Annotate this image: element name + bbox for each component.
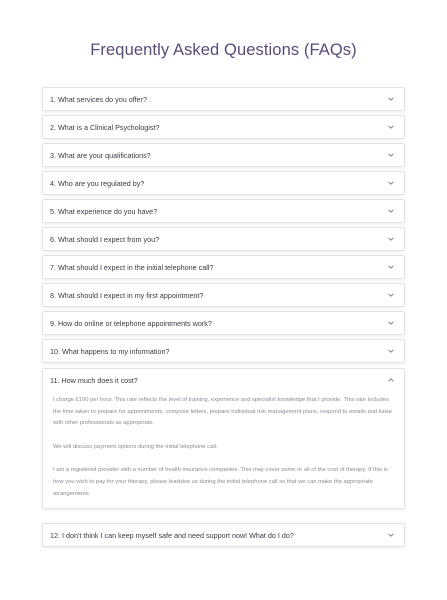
chevron-up-icon <box>386 375 396 385</box>
faq-question-1[interactable] <box>43 88 404 110</box>
faq-question-label: 5. What experience do you have? <box>50 206 158 216</box>
answer-paragraph: I am a registered provider with a number of health insurance companies. This may cover some or all of the cost of therapy. If this is how you wish to pay for your therapy, please leadvise us during the initial telephone call so that we can make the appropriate arrangements. <box>53 467 388 497</box>
faq-answer-11 <box>43 391 404 508</box>
answer-paragraph: I charge £100 per hour. This rate reflects the level of training, experience and specialist knowledge that I provide. This rate includes the time taken to prepare for appointments, compose letters, prepare individual risk management plans, respond to emails and liaise with other professionals as appropriate. <box>53 397 392 427</box>
faq-question-3[interactable] <box>43 144 404 166</box>
faq-question-label: 8. What should I expect in my first appointment? <box>50 290 204 300</box>
faq-question-5[interactable] <box>43 200 404 222</box>
faq-question-10[interactable] <box>43 340 404 362</box>
faq-item-12 <box>42 523 405 547</box>
answer-paragraph: We will discuss payment options during the initial telephone call. <box>53 443 218 450</box>
faq-question-label: 6. What should I expect from you? <box>50 234 160 244</box>
faq-question-label: 12. I don't think I can keep myself safe and need support now! What do I do? <box>50 530 294 540</box>
faq-item-6 <box>42 227 405 251</box>
chevron-down-icon <box>386 234 396 244</box>
faq-item-3 <box>42 143 405 167</box>
faq-question-label: 10. What happens to my information? <box>50 346 170 356</box>
faq-question-label: 7. What should I expect in the initial telephone call? <box>50 262 214 272</box>
faq-question-7[interactable] <box>43 256 404 278</box>
faq-question-11[interactable] <box>43 369 404 391</box>
faq-item-9 <box>42 311 405 335</box>
faq-question-12[interactable] <box>43 524 404 546</box>
faq-question-9[interactable] <box>43 312 404 334</box>
faq-question-2[interactable] <box>43 116 404 138</box>
faq-question-4[interactable] <box>43 172 404 194</box>
faq-item-10 <box>42 339 405 363</box>
faq-question-label: 4. Who are you regulated by? <box>50 178 145 188</box>
chevron-down-icon <box>386 178 396 188</box>
chevron-down-icon <box>386 290 396 300</box>
faq-question-label: 3. What are your qualifications? <box>50 150 151 160</box>
chevron-down-icon <box>386 94 396 104</box>
faq-item-11 <box>42 368 405 509</box>
chevron-down-icon <box>386 346 396 356</box>
faq-question-8[interactable] <box>43 284 404 306</box>
page-title: Frequently Asked Questions (FAQs) <box>90 41 357 59</box>
faq-item-5 <box>42 199 405 223</box>
faq-question-6[interactable] <box>43 228 404 250</box>
chevron-down-icon <box>386 530 396 540</box>
faq-item-4 <box>42 171 405 195</box>
faq-question-label: 11. How much does it cost? <box>50 375 138 385</box>
faq-question-label: 1. What services do you offer? <box>50 94 147 104</box>
faq-question-label: 2. What is a Clinical Psychologist? <box>50 122 160 132</box>
faq-item-7 <box>42 255 405 279</box>
faq-item-1 <box>42 87 405 111</box>
chevron-down-icon <box>386 318 396 328</box>
chevron-down-icon <box>386 206 396 216</box>
chevron-down-icon <box>386 150 396 160</box>
chevron-down-icon <box>386 262 396 272</box>
chevron-down-icon <box>386 122 396 132</box>
faq-question-label: 9. How do online or telephone appointments work? <box>50 318 212 328</box>
faq-item-8 <box>42 283 405 307</box>
faq-item-2 <box>42 115 405 139</box>
